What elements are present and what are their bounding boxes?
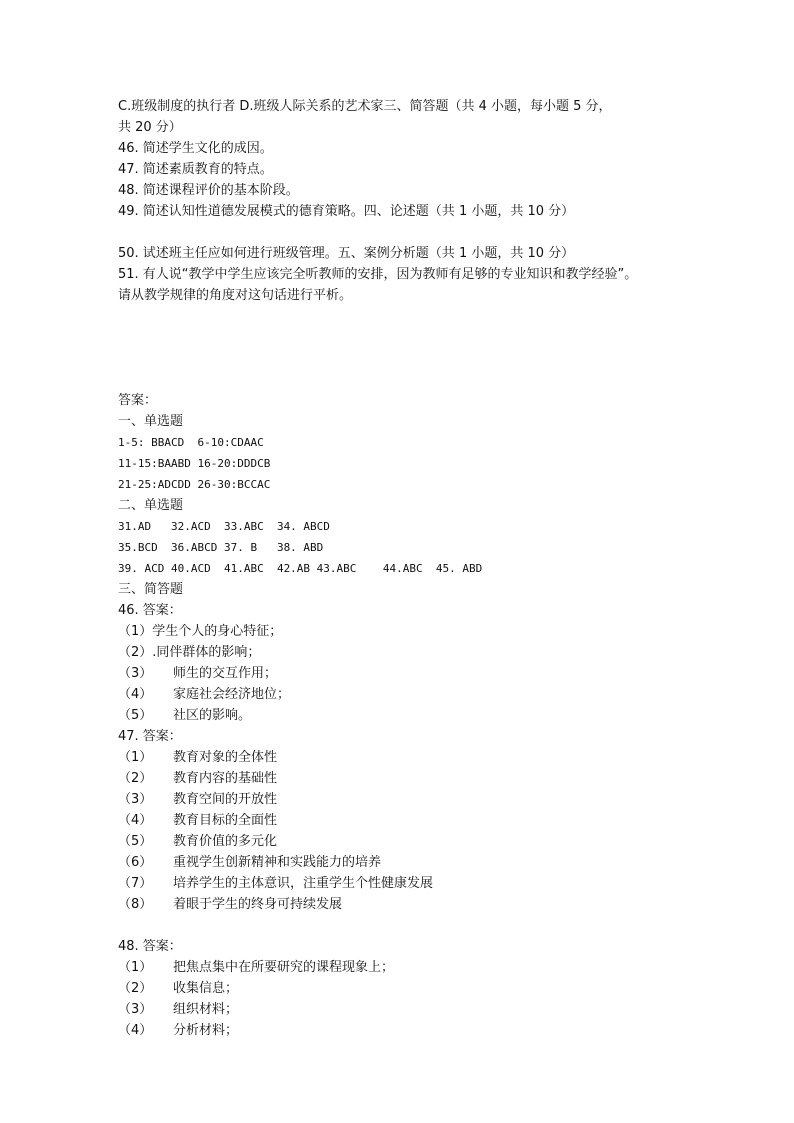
- item-text: 分析材料；: [173, 1023, 239, 1038]
- list-item: [118, 999, 718, 1020]
- list-item: [118, 768, 718, 789]
- document-page: [118, 96, 718, 1041]
- section-title: 三、简答题: [118, 582, 184, 597]
- question-46: 46. 简述学生文化的成因。: [118, 141, 273, 156]
- list-item: （2）.同伴群体的影响；: [118, 645, 261, 660]
- mcq-row: 39. ACD 40.ACD 41.ABC 42.AB 43.ABC 44.ABC 45. ABD: [118, 562, 483, 575]
- list-item: [118, 978, 718, 999]
- question-50: 50. 试述班主任应如何进行班级管理。五、案例分析题（共 1 小题，共 10 分）: [118, 246, 575, 261]
- mcq-row: 21-25:ADCDD 26-30:BCCAC: [118, 478, 271, 491]
- item-text: 教育空间的开放性: [173, 792, 278, 807]
- question-48: 48. 简述课程评价的基本阶段。: [118, 183, 299, 198]
- item-number: （2）: [118, 981, 153, 996]
- question-line: C.班级制度的执行者 D.班级人际关系的艺术家三、简答题（共 4 小题，每小题 5 分，: [118, 99, 612, 114]
- item-text: 培养学生的主体意识，注重学生个性健康发展: [173, 876, 434, 891]
- section-title: 二、单选题: [118, 498, 184, 513]
- question-line: 共 20 分）: [118, 120, 182, 135]
- mcq-row: 31.AD 32.ACD 33.ABC 34. ABCD: [118, 520, 330, 533]
- answer-46-title: 46. 答案：: [118, 603, 182, 618]
- item-text: 家庭社会经济地位；: [173, 687, 291, 702]
- item-number: （6）: [118, 855, 153, 870]
- question-51: 51. 有人说“教学中学生应该完全听教师的安排，因为教师有足够的专业知识和教学经验”。: [118, 267, 638, 282]
- question-47: 47. 简述素质教育的特点。: [118, 162, 273, 177]
- item-number: （7）: [118, 876, 153, 891]
- list-item: [118, 873, 718, 894]
- answer-47-title: 47. 答案：: [118, 729, 182, 744]
- list-item: [118, 705, 718, 726]
- item-text: 教育内容的基础性: [173, 771, 278, 786]
- answer-48-title: 48. 答案：: [118, 939, 182, 954]
- item-number: （5）: [118, 708, 153, 723]
- answers-heading: 答案：: [118, 393, 158, 408]
- item-text: 收集信息；: [173, 981, 239, 996]
- item-number: （5）: [118, 834, 153, 849]
- section-title: 一、单选题: [118, 414, 184, 429]
- question-49: 49. 简述认知性道德发展模式的德育策略。四、论述题（共 1 小题，共 10 分）: [118, 204, 575, 219]
- item-number: （1）: [118, 750, 153, 765]
- list-item: [118, 1020, 718, 1041]
- item-number: （4）: [118, 813, 153, 828]
- item-number: （4）: [118, 1023, 153, 1038]
- item-text: 组织材料；: [173, 1002, 239, 1017]
- mcq-row: 11-15:BAABD 16-20:DDDCB: [118, 457, 271, 470]
- question-51-cont: 请从教学规律的角度对这句话进行平析。: [118, 288, 353, 303]
- item-text: 教育价值的多元化: [173, 834, 278, 849]
- item-number: （2）: [118, 771, 153, 786]
- list-item: [118, 831, 718, 852]
- list-item: [118, 663, 718, 684]
- list-item: [118, 810, 718, 831]
- list-item: [118, 894, 718, 915]
- item-number: （3）: [118, 1002, 153, 1017]
- list-item: [118, 852, 718, 873]
- list-item: [118, 957, 718, 978]
- item-text: 教育目标的全面性: [173, 813, 278, 828]
- mcq-row: 1-5: BBACD 6-10:CDAAC: [118, 436, 264, 449]
- mcq-row: 35.BCD 36.ABCD 37. B 38. ABD: [118, 541, 324, 554]
- list-item: [118, 789, 718, 810]
- item-text: 师生的交互作用；: [173, 666, 278, 681]
- list-item: （1）学生个人的身心特征；: [118, 624, 283, 639]
- list-item: [118, 684, 718, 705]
- item-text: 着眼于学生的终身可持续发展: [173, 897, 343, 912]
- list-item: [118, 747, 718, 768]
- item-number: （1）: [118, 960, 153, 975]
- item-number: （3）: [118, 792, 153, 807]
- item-number: （8）: [118, 897, 153, 912]
- item-number: （4）: [118, 687, 153, 702]
- item-text: 把焦点集中在所要研究的课程现象上；: [173, 960, 395, 975]
- item-number: （3）: [118, 666, 153, 681]
- item-text: 重视学生创新精神和实践能力的培养: [173, 855, 382, 870]
- item-text: 教育对象的全体性: [173, 750, 278, 765]
- item-text: 社区的影响。: [173, 708, 252, 723]
